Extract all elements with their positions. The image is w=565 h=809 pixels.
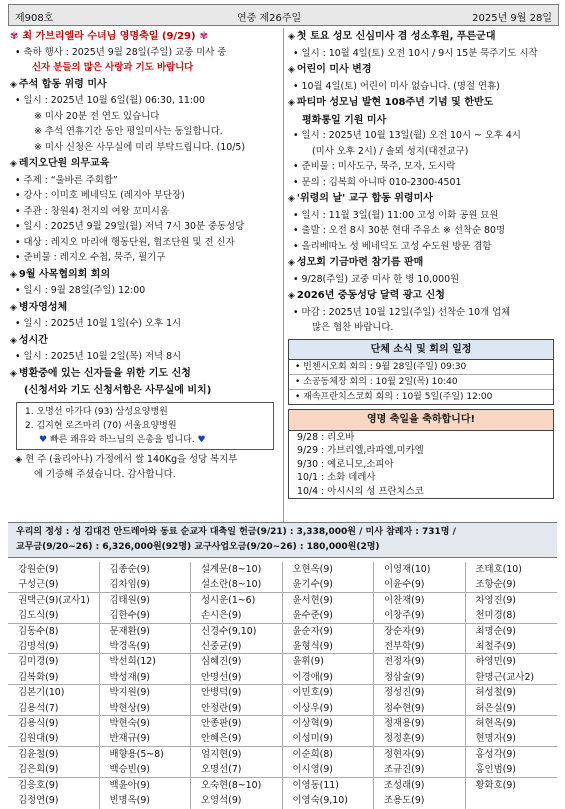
contributor-name: 최철주(9) bbox=[475, 641, 516, 653]
contributor-name: 하영민(9) bbox=[475, 656, 516, 668]
contributor-name: 김용식(9) bbox=[18, 718, 59, 730]
contributor-name: 조용도(9) bbox=[384, 795, 425, 807]
left-list-item: ◈ 현 주 (율리아나) 가정에서 쌀 140Kg을 성당 복지부 bbox=[15, 453, 238, 465]
contributor-name: 반재규(9) bbox=[109, 733, 150, 745]
bulletin-header bbox=[8, 4, 559, 26]
right-list-item: • 문의 : 김복희 아니따 010-2300-4501 bbox=[293, 176, 462, 188]
contributor-name: 박현상(9) bbox=[109, 702, 150, 714]
diamond-icon: ◈ bbox=[10, 269, 17, 280]
contributor-name: 천미경(8) bbox=[475, 610, 516, 622]
contributor-name: 구성근(9) bbox=[18, 579, 59, 591]
contributor-name: 박지원(9) bbox=[109, 687, 150, 699]
left-section-heading bbox=[10, 366, 280, 383]
diamond-icon: ◈ bbox=[10, 368, 17, 379]
contributor-name: 윤휘(9) bbox=[292, 656, 324, 668]
contributor-name: 이순희(8) bbox=[292, 748, 333, 760]
contributor-name: 정재용(9) bbox=[384, 718, 425, 730]
section-heading-text: 병환중에 있는 신자들을 위한 기도 신청 bbox=[18, 367, 191, 379]
section-heading-text: 레지오단원 의무교육 bbox=[18, 158, 110, 169]
section-heading-text: 첫 토요 성모 신심미사 겸 성소후원, 푸른군대 bbox=[296, 31, 496, 42]
meeting-schedule-title: 단체 소식 및 회의 일정 bbox=[289, 340, 553, 361]
offering-summary bbox=[8, 522, 557, 558]
contributor-name: 안명선(9) bbox=[201, 671, 242, 683]
contributor-name: 정수현(9) bbox=[384, 702, 425, 714]
right-list-item: • 9/28(주일) 교중 미사 한 병 10,000원 bbox=[293, 273, 460, 285]
sick-prayer-box bbox=[16, 402, 274, 450]
right-list-item: • 일시 : 2025년 10월 13일(월) 오전 10시 ~ 오후 4시 bbox=[293, 130, 521, 141]
contributor-name: 오영석(9) bbox=[201, 795, 242, 807]
left-section-heading bbox=[10, 156, 280, 173]
contributor-name: 이민호(9) bbox=[292, 687, 333, 699]
left-section-heading bbox=[10, 333, 280, 350]
contributor-name: 윤수준(9) bbox=[292, 610, 333, 622]
contributor-name: 김동수(8) bbox=[18, 625, 59, 637]
contributor-name: 김윤철(9) bbox=[18, 748, 59, 760]
contributor-name: 신경수(9,10) bbox=[201, 625, 257, 637]
contributor-name: 정삼술(9) bbox=[384, 671, 425, 683]
contributor-name: 안정란(9) bbox=[201, 702, 242, 714]
grid-line bbox=[8, 746, 557, 747]
contributor-name: 조규진(9) bbox=[384, 764, 425, 776]
left-list-item: • 주관 : 창원4) 천지의 여왕 꼬미시움 bbox=[15, 205, 169, 217]
contributor-name: 오명선(7) bbox=[201, 764, 242, 776]
left-section-heading bbox=[10, 267, 280, 284]
feast-day-title: 영명 축일을 축하합니다! bbox=[289, 410, 553, 431]
contributor-name: 김응호(9) bbox=[18, 779, 59, 791]
flower-icon: ✾ bbox=[10, 31, 19, 42]
contributors-column bbox=[8, 562, 100, 809]
contributors-column bbox=[100, 562, 192, 809]
section-heading-text: 성모회 기금마련 참기름 판매 bbox=[296, 257, 424, 268]
contributor-name: 윤순자(9) bbox=[292, 625, 333, 637]
left-list-item: • 대상 : 레지오 마리애 행동단원, 협조단원 및 전 신자 bbox=[15, 236, 235, 248]
right-section-heading bbox=[288, 62, 558, 79]
left-note: 에 기증해 주셨습니다. 감사합니다. bbox=[34, 469, 176, 480]
contributor-name: 성시운(1~6) bbox=[201, 594, 256, 606]
right-section-heading bbox=[288, 113, 558, 129]
heart-icon: ♥ bbox=[194, 434, 206, 445]
offering-line-1: 우리의 정성 : 성 김대건 안드레아와 동료 순교자 대축일 헌금(9/21) : 3,338,000원 / 미사 참례자 : 731명 / bbox=[16, 527, 456, 537]
liturgical-week: 연중 제26주일 bbox=[237, 13, 302, 24]
diamond-icon: ◈ bbox=[10, 335, 17, 346]
contributor-name: 심혜진(9) bbox=[201, 656, 242, 668]
section-heading-text: 파티마 성모님 발현 108주년 기념 및 한반도 bbox=[296, 97, 494, 108]
feast-day-table bbox=[288, 409, 554, 499]
grid-line bbox=[8, 715, 557, 716]
contributor-name: 윤형식(9) bbox=[292, 641, 333, 653]
contributor-name: 이상우(9) bbox=[292, 702, 333, 714]
contributor-name: 이경애(9) bbox=[292, 671, 333, 683]
contributor-name: 윤기수(9) bbox=[292, 579, 333, 591]
contributor-name: 이시영(9) bbox=[292, 764, 333, 776]
contributor-name: 안혜은(9) bbox=[201, 733, 242, 745]
contributor-name: 김정연(9) bbox=[18, 795, 59, 807]
contributor-name: 이상혁(9) bbox=[292, 718, 333, 730]
contributor-name: 안병덕(9) bbox=[201, 687, 242, 699]
left-section-heading bbox=[10, 300, 280, 317]
contributor-name: 이성미(9) bbox=[292, 733, 333, 745]
contributor-name: 문재환(9) bbox=[109, 625, 150, 637]
feast-day-row: 9/29 : 가브리엘,라파엘,미카엘 bbox=[297, 445, 424, 456]
contributor-name: 차영진(9) bbox=[475, 594, 516, 606]
contributor-name: 권택근(9)(교사1) bbox=[18, 594, 90, 606]
contributor-name: 이영재(10) bbox=[384, 564, 431, 575]
contributors-column bbox=[374, 562, 466, 809]
right-column bbox=[288, 28, 558, 499]
contributor-name: 오숙현(8~10) bbox=[201, 779, 262, 791]
contributor-name: 설계문(8~10) bbox=[201, 564, 262, 575]
contributor-name: 손시은(9) bbox=[201, 610, 242, 622]
contributor-name: 정성진(9) bbox=[384, 687, 425, 699]
contributor-name: 전정자(9) bbox=[384, 656, 425, 668]
feast-day-row: 9/28 : 리오바 bbox=[297, 431, 355, 443]
contributor-name: 홍인범(9) bbox=[475, 764, 516, 776]
right-list-item: • 일시 : 11월 3일(월) 11:00 고성 이화 공원 묘원 bbox=[293, 209, 499, 221]
bulletin-date: 2025년 9월 28일 bbox=[472, 13, 552, 24]
contributor-name: 김본기(10) bbox=[18, 687, 65, 699]
contributor-name: 이찬재(9) bbox=[384, 594, 425, 606]
left-note: ※ 미사 신청은 사무실에 미리 부탁드립니다. (10/5) bbox=[34, 141, 246, 153]
right-section-heading bbox=[288, 288, 558, 305]
contributor-name: 신중균(9) bbox=[201, 641, 242, 653]
left-list-item: • 일시 : 9월 28일(주일) 12:00 bbox=[15, 285, 146, 296]
left-note: ※ 미사 20분 전 연도 있습니다 bbox=[34, 110, 160, 122]
contributor-name: 백승빈(9) bbox=[109, 764, 150, 776]
diamond-icon: ◈ bbox=[10, 79, 17, 90]
contributors-column bbox=[466, 562, 558, 809]
section-heading-text: 병자영성체 bbox=[18, 301, 68, 313]
sick-person: 2. 김지현 로즈마리 (70) 서울요양병원 bbox=[25, 420, 177, 431]
contributor-name: 조태호(10) bbox=[475, 564, 522, 575]
column-divider bbox=[283, 28, 284, 523]
left-list-item: • 일시 : 2025년 9월 29일(월) 저녁 7시 30분 중동성당 bbox=[15, 221, 245, 232]
grid-line bbox=[8, 777, 557, 778]
left-column bbox=[10, 28, 280, 483]
right-list-item: • 10월 4일(토) 어린이 미사 없습니다. (명절 연휴) bbox=[293, 80, 500, 92]
contributor-name: 김한수(9) bbox=[109, 610, 150, 622]
right-note: 많은 협찬 바랍니다. bbox=[312, 322, 394, 333]
right-section-heading bbox=[288, 191, 558, 208]
right-section-heading bbox=[288, 95, 558, 112]
contributor-name: 김차임(9) bbox=[109, 579, 150, 591]
meeting-row: • 빈첸시오회 회의 : 9월 28일(주일) 09:30 bbox=[289, 360, 553, 375]
contributor-name: 김원대(9) bbox=[18, 733, 59, 745]
contributor-name: 이영동(11) bbox=[292, 779, 339, 791]
title-text: 최 가브리엘라 수녀님 영명축일 (9/29) bbox=[22, 31, 196, 42]
left-list-item: • 일시 : 2025년 10월 6일(월) 06:30, 11:00 bbox=[15, 95, 205, 106]
left-note: (신청서와 기도 신청서함은 사무실에 비치) bbox=[24, 385, 212, 396]
contributor-name: 정정훈(9) bbox=[384, 733, 425, 745]
diamond-icon: ◈ bbox=[288, 194, 295, 204]
contributor-name: 오현옥(9) bbox=[292, 564, 333, 575]
contributor-name: 안종판(9) bbox=[201, 718, 242, 730]
diamond-icon: ◈ bbox=[10, 302, 17, 313]
section-heading-text: '위령의 날' 교구 합동 위령미사 bbox=[296, 193, 433, 204]
contributor-name: 김용석(7) bbox=[18, 702, 59, 714]
diamond-icon: ◈ bbox=[288, 65, 295, 75]
contributor-name: 최명순(9) bbox=[475, 625, 516, 637]
left-list-item: • 일시 : 2025년 10월 2일(목) 저녁 8시 bbox=[15, 351, 182, 362]
left-list-item: • 준비물 : 레지오 수첩, 묵주, 필기구 bbox=[15, 252, 166, 263]
section-heading-text: 평화통일 기원 미사 bbox=[302, 114, 387, 126]
diamond-icon: ◈ bbox=[10, 159, 17, 169]
section-heading-text: 성시간 bbox=[18, 334, 48, 346]
offering-line-2: 교무금(9/20~26) : 6,326,000원(92명) 교구사업오금(9/20~26) : 180,000원(2명) bbox=[16, 542, 380, 552]
section-heading-text: 주석 합동 위령 미사 bbox=[18, 78, 107, 90]
contributors-grid bbox=[8, 562, 557, 807]
contributor-name: 조항순(9) bbox=[475, 579, 516, 591]
contributor-name: 설소란(8~10) bbox=[201, 579, 262, 591]
flower-icon: ✾ bbox=[199, 31, 208, 42]
left-list-item: • 주제 : “울바른 주회합” bbox=[15, 174, 118, 186]
prayer-wish bbox=[25, 433, 265, 447]
contributor-name: 박선희(12) bbox=[109, 656, 156, 668]
contributor-name: 홍성각(9) bbox=[475, 748, 516, 760]
section-heading-text: 어린이 미사 변경 bbox=[296, 64, 372, 75]
grid-line bbox=[8, 592, 557, 593]
left-title bbox=[10, 29, 280, 45]
contributor-name: 박현숙(9) bbox=[109, 718, 150, 730]
contributor-name: 김명석(9) bbox=[18, 641, 59, 653]
contributor-name: 김미경(9) bbox=[18, 656, 59, 668]
heart-icon: ♥ bbox=[39, 434, 50, 445]
contributor-name: 이창주(9) bbox=[384, 610, 425, 622]
right-list-item: • 출발 : 오전 8시 30분 현대 주유소 ※ 선착순 80명 bbox=[293, 225, 506, 236]
feast-day-row: 10/4 : 아시시의 성 프란치스코 bbox=[297, 485, 424, 497]
contributor-name: 김은희(9) bbox=[18, 764, 59, 776]
contributor-name: 김도식(9) bbox=[18, 610, 59, 622]
diamond-icon: ◈ bbox=[288, 98, 295, 108]
contributor-name: 현명자(9) bbox=[475, 733, 516, 745]
contributor-name: 조성래(9) bbox=[384, 779, 425, 791]
contributor-name: 이영숙(9,10) bbox=[292, 795, 348, 807]
contributor-name: 허성철(9) bbox=[475, 687, 516, 699]
contributor-name: 박성재(9) bbox=[109, 671, 150, 683]
contributor-name: 허현옥(9) bbox=[475, 718, 516, 730]
contributor-name: 김종순(9) bbox=[109, 564, 150, 575]
left-highlight: 신자 분들의 많은 사랑과 기도 바랍니다 bbox=[32, 62, 194, 73]
right-list-item: • 마감 : 2025년 10월 12일(주일) 선착순 10개 업체 bbox=[293, 306, 511, 318]
contributor-name: 허은실(9) bbox=[475, 702, 516, 714]
contributor-name: 김복화(9) bbox=[18, 671, 59, 683]
grid-line bbox=[8, 684, 557, 685]
contributor-name: 이윤수(9) bbox=[384, 579, 425, 591]
contributor-name: 한명근(교사2) bbox=[475, 671, 535, 683]
meeting-row: • 소공동체장 회의 : 10월 2일(목) 10:40 bbox=[289, 375, 553, 390]
diamond-icon: ◈ bbox=[288, 291, 295, 301]
right-list-item: • 준비물 : 미사도구, 묵주, 모자, 도시락 bbox=[293, 161, 456, 172]
left-note: ※ 추석 연휴기간 동안 평일미사는 동일합니다. bbox=[34, 126, 223, 137]
contributor-name: 백윤아(9) bbox=[109, 779, 150, 791]
contributor-name: 윤서현(9) bbox=[292, 594, 333, 606]
left-list-item: • 일시 : 2025년 10월 1일(수) 오후 1시 bbox=[15, 318, 182, 329]
contributors-column bbox=[191, 562, 283, 809]
grid-line bbox=[8, 653, 557, 654]
feast-day-row: 9/30 : 예로니모,소피아 bbox=[297, 458, 394, 470]
left-section-heading bbox=[10, 77, 280, 94]
left-list-item: • 축하 행사 : 2025년 9월 28일(주일) 교중 미사 중 bbox=[15, 46, 227, 58]
feast-day-row: 10/1 : 소화 데레사 bbox=[297, 472, 376, 483]
contributor-name: 황화호(9) bbox=[475, 779, 516, 791]
prayer-wish-text: 빠른 쾌유와 하느님의 은총을 빕니다. bbox=[49, 434, 195, 445]
contributor-name: 김태원(9) bbox=[109, 594, 150, 606]
meeting-row: • 재속프란치스코회 회의 : 10월 5일(주일) 12:00 bbox=[295, 392, 493, 402]
contributors-column bbox=[283, 562, 375, 809]
meeting-schedule-table bbox=[288, 339, 554, 406]
diamond-icon: ◈ bbox=[288, 258, 295, 268]
right-note: (미사 오후 2시) / 솔뫼 성지(대전교구) bbox=[312, 145, 469, 157]
right-section-heading bbox=[288, 29, 558, 46]
contributor-name: 전부학(9) bbox=[384, 641, 425, 653]
contributor-name: 빈명옥(9) bbox=[109, 795, 150, 807]
contributor-name: 박경옥(9) bbox=[109, 641, 150, 653]
right-list-item: • 올리베따노 성 베네딕도 고성 수도원 방문 겸함 bbox=[293, 240, 492, 252]
issue-number: 제908호 bbox=[15, 13, 54, 24]
contributor-name: 배향용(5~8) bbox=[109, 748, 164, 760]
contributor-name: 엄지현(9) bbox=[201, 748, 242, 760]
contributor-name: 강원순(9) bbox=[18, 564, 59, 575]
sick-person: 1. 오명선 아가다 (93) 삼성요양병원 bbox=[25, 406, 168, 417]
section-heading-text: 9월 사목협의회 회의 bbox=[18, 268, 111, 280]
grid-line bbox=[8, 623, 557, 624]
section-heading-text: 2026년 중동성당 달력 광고 신청 bbox=[296, 290, 445, 301]
right-list-item: • 일시 : 10월 4일(토) 오전 10시 / 9시 15분 묵주기도 시작 bbox=[293, 47, 538, 59]
diamond-icon: ◈ bbox=[288, 32, 295, 42]
right-section-heading bbox=[288, 255, 558, 272]
left-list-item: • 강사 : 이미호 베네딕도 (레지아 부단장) bbox=[15, 190, 185, 201]
contributor-name: 장순자(9) bbox=[384, 625, 425, 637]
contributor-name: 정현자(9) bbox=[384, 748, 425, 760]
